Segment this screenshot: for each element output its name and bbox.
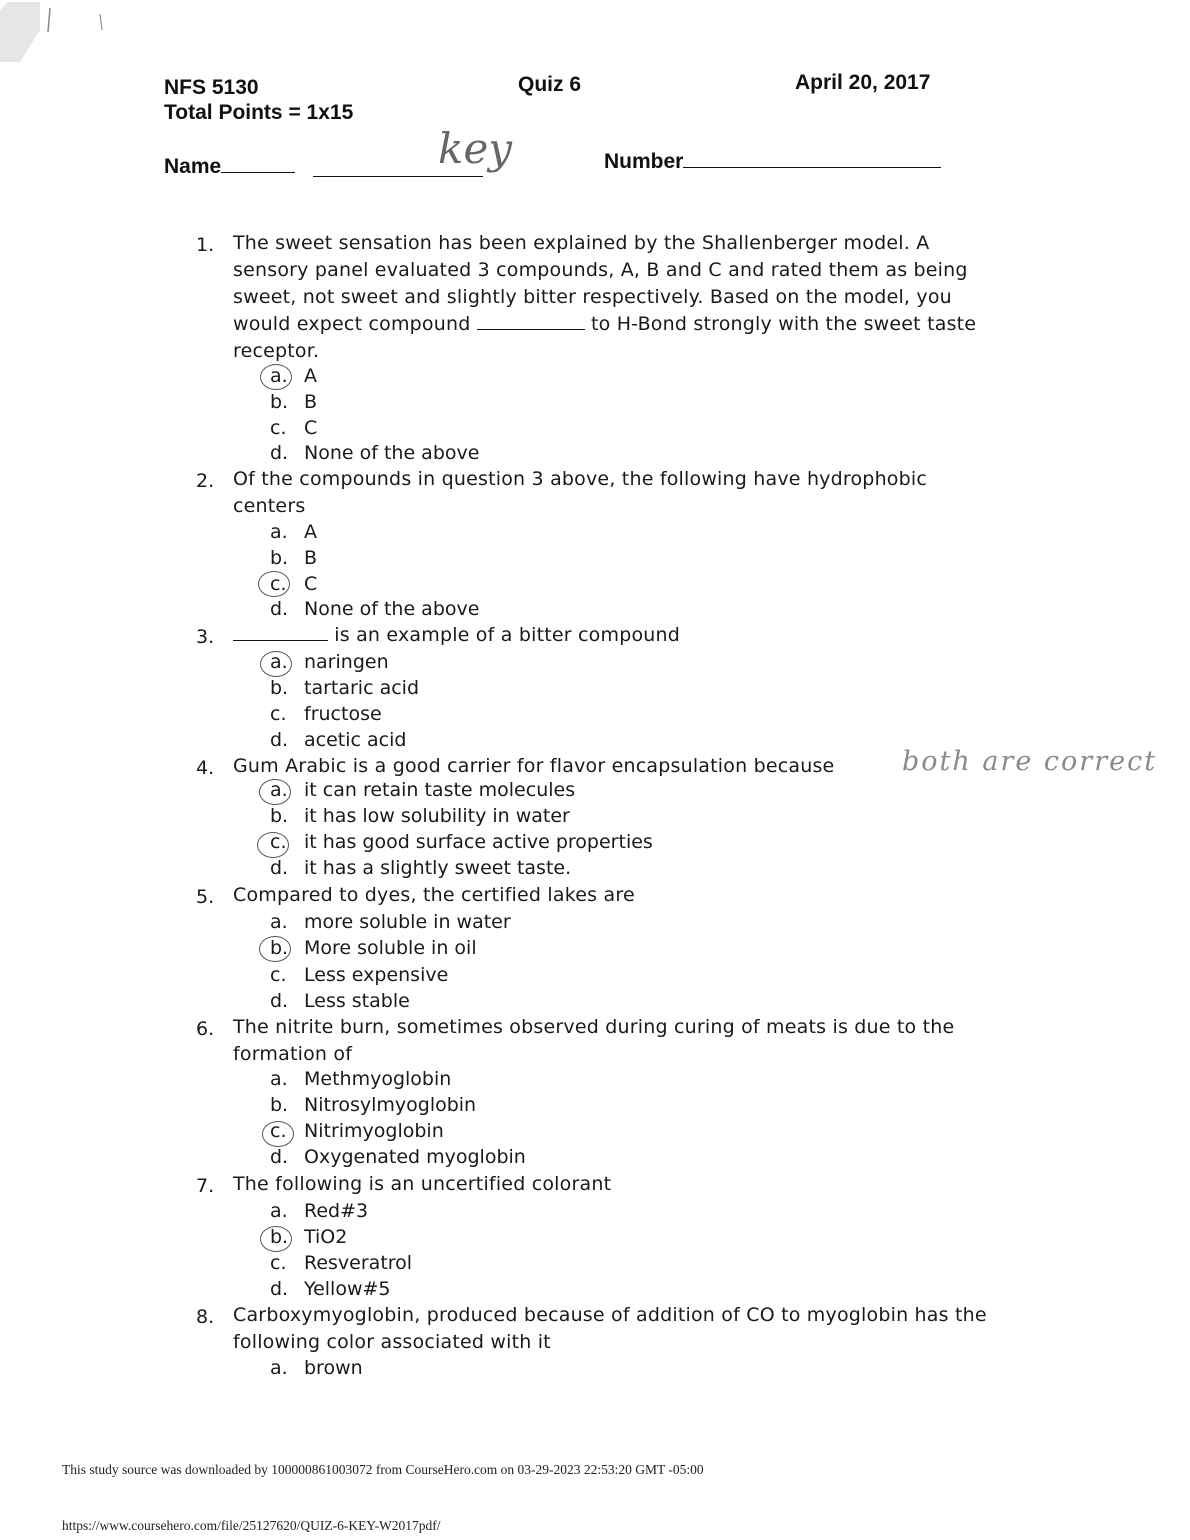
answer-circle-q1 [260, 364, 292, 390]
option-letter: c. [270, 703, 287, 725]
question-7-option-a[interactable] [270, 1200, 368, 1222]
option-text: it can retain taste molecules [304, 779, 576, 801]
handwritten-note: both are correct [902, 746, 1158, 777]
option-text: it has good surface active properties [304, 831, 653, 853]
question-5-option-b[interactable] [270, 937, 477, 959]
option-text: Red#3 [304, 1200, 369, 1222]
option-letter: b. [270, 547, 289, 569]
question-7-option-d[interactable] [270, 1278, 391, 1300]
option-text: More soluble in oil [304, 937, 477, 959]
question-3-stem: is an example of a bitter compound [334, 624, 681, 646]
option-letter: a. [270, 651, 288, 673]
option-letter: a. [270, 779, 288, 801]
question-6-text: The nitrite burn, sometimes observed during curing of meats is due to the formation of [233, 1016, 955, 1065]
option-text: Resveratrol [304, 1252, 413, 1274]
question-7-text: The following is an uncertified colorant [233, 1173, 612, 1195]
option-letter: c. [270, 964, 287, 986]
handwritten-key: key [438, 124, 513, 173]
question-5-option-c[interactable] [270, 964, 448, 986]
option-letter: d. [270, 442, 289, 464]
question-4-option-b[interactable] [270, 805, 570, 827]
option-text: more soluble in water [304, 911, 511, 933]
question-3-number: 3. [196, 626, 215, 648]
option-letter: b. [270, 805, 289, 827]
question-7-number: 7. [196, 1175, 215, 1197]
option-text: Yellow#5 [304, 1278, 391, 1300]
total-points: Total Points = 1x15 [164, 101, 354, 124]
question-3-option-c[interactable] [270, 703, 382, 725]
question-1-option-d[interactable] [270, 442, 479, 464]
question-1-text [233, 230, 993, 365]
question-8-number: 8. [196, 1306, 215, 1328]
option-letter: b. [270, 391, 289, 413]
option-text: acetic acid [304, 729, 407, 751]
option-text: C [304, 417, 318, 439]
option-text: None of the above [304, 442, 480, 464]
answer-circle-q7 [260, 1226, 292, 1252]
question-2-option-d[interactable] [270, 598, 479, 620]
option-letter: d. [270, 1146, 289, 1168]
option-letter: c. [270, 573, 287, 595]
number-label [604, 150, 941, 174]
question-1-stem: The sweet sensation has been explained by the Shallenberger model. A sensory panel evaluated 3 compounds, A, B and C and rated them as being sweet, not sweet and slightly bitter respectively. Based on the model, you would expect compound [233, 232, 968, 335]
question-8-text: Carboxymyoglobin, produced because of addition of CO to myoglobin has the following color associated with it [233, 1304, 987, 1353]
question-4-option-c[interactable] [270, 831, 653, 853]
question-5-option-a[interactable] [270, 911, 511, 933]
name-blank-2 [313, 176, 483, 177]
question-4-option-d[interactable] [270, 857, 571, 879]
option-letter: d. [270, 857, 289, 879]
source-url[interactable]: https://www.coursehero.com/file/25127620/QUIZ-6-KEY-W2017pdf/ [62, 1518, 441, 1533]
option-letter: a. [270, 1068, 288, 1090]
question-6-number: 6. [196, 1018, 215, 1040]
option-letter: b. [270, 677, 289, 699]
question-1-stem-end: to H-Bond strongly with the sweet taste receptor. [233, 313, 977, 362]
question-5-number: 5. [196, 886, 215, 908]
question-1-blank [477, 329, 585, 330]
option-letter: b. [270, 1226, 289, 1248]
quiz-date: April 20, 2017 [795, 71, 931, 94]
option-text: A [304, 521, 317, 543]
question-5-option-d[interactable] [270, 990, 410, 1012]
option-text: None of the above [304, 598, 480, 620]
question-5-text: Compared to dyes, the certified lakes are [233, 884, 635, 906]
option-text: Nitrosylmyoglobin [304, 1094, 477, 1116]
option-letter: a. [270, 365, 288, 387]
name-label-text: Name [164, 155, 222, 178]
question-4-option-a[interactable] [270, 779, 575, 801]
question-6-option-c[interactable] [270, 1120, 444, 1142]
option-letter: c. [270, 1252, 287, 1274]
option-letter: a. [270, 1200, 288, 1222]
option-text: Nitrimyoglobin [304, 1120, 444, 1142]
option-text: TiO2 [304, 1226, 348, 1248]
option-text: Methmyoglobin [304, 1068, 452, 1090]
quiz-title: Quiz 6 [518, 73, 582, 96]
option-letter: b. [270, 1094, 289, 1116]
name-label [164, 155, 295, 179]
option-letter: a. [270, 1357, 288, 1379]
option-text: B [304, 391, 318, 413]
question-3-blank [233, 640, 328, 641]
question-6-option-b[interactable] [270, 1094, 476, 1116]
question-1-number: 1. [196, 234, 215, 256]
question-3-text [233, 622, 993, 649]
question-1-option-b[interactable] [270, 391, 317, 413]
option-text: it has low solubility in water [304, 805, 570, 827]
question-2-option-a[interactable] [270, 521, 317, 543]
answer-circle-q5 [259, 936, 291, 962]
option-text: B [304, 547, 318, 569]
option-letter: d. [270, 1278, 289, 1300]
option-text: A [304, 365, 317, 387]
course-code: NFS 5130 [164, 76, 259, 99]
name-blank-1 [221, 172, 295, 173]
source-notice: This study source was downloaded by 100000861003072 from CourseHero.com on 03-29-2023 22:53:20 GMT -05:00 [62, 1462, 704, 1477]
option-letter: c. [270, 831, 287, 853]
question-2-number: 2. [196, 470, 215, 492]
option-text: naringen [304, 651, 389, 673]
option-text: brown [304, 1357, 363, 1379]
question-7-option-c[interactable] [270, 1252, 412, 1274]
question-2-text: Of the compounds in question 3 above, the following have hydrophobic centers [233, 468, 928, 517]
question-6-option-d[interactable] [270, 1146, 526, 1168]
scan-corner-mark [0, 0, 130, 70]
option-letter: d. [270, 990, 289, 1012]
option-letter: a. [270, 521, 288, 543]
option-text: Less expensive [304, 964, 449, 986]
option-text: Oxygenated myoglobin [304, 1146, 526, 1168]
option-text: Less stable [304, 990, 410, 1012]
question-4-number: 4. [196, 757, 215, 779]
answer-circle-q2 [258, 571, 290, 597]
answer-circle-q3 [260, 651, 292, 677]
option-letter: c. [270, 417, 287, 439]
question-2-option-b[interactable] [270, 547, 317, 569]
question-6-option-a[interactable] [270, 1068, 451, 1090]
option-letter: d. [270, 598, 289, 620]
option-letter: c. [270, 1120, 287, 1142]
option-letter: d. [270, 729, 289, 751]
question-4-text: Gum Arabic is a good carrier for flavor encapsulation because [233, 755, 835, 777]
number-blank [683, 167, 941, 168]
option-text: it has a slightly sweet taste. [304, 857, 572, 879]
answer-circle-q4a [259, 779, 291, 805]
option-letter: a. [270, 911, 288, 933]
number-label-text: Number [604, 150, 684, 173]
question-1-option-c[interactable] [270, 417, 317, 439]
option-text: fructose [304, 703, 382, 725]
question-8-option-a[interactable] [270, 1357, 363, 1379]
option-letter: b. [270, 937, 289, 959]
answer-circle-q6 [262, 1121, 294, 1147]
option-text: tartaric acid [304, 677, 420, 699]
option-text: C [304, 573, 318, 595]
question-3-option-d[interactable] [270, 729, 406, 751]
question-3-option-b[interactable] [270, 677, 419, 699]
answer-circle-q4c [257, 832, 289, 858]
